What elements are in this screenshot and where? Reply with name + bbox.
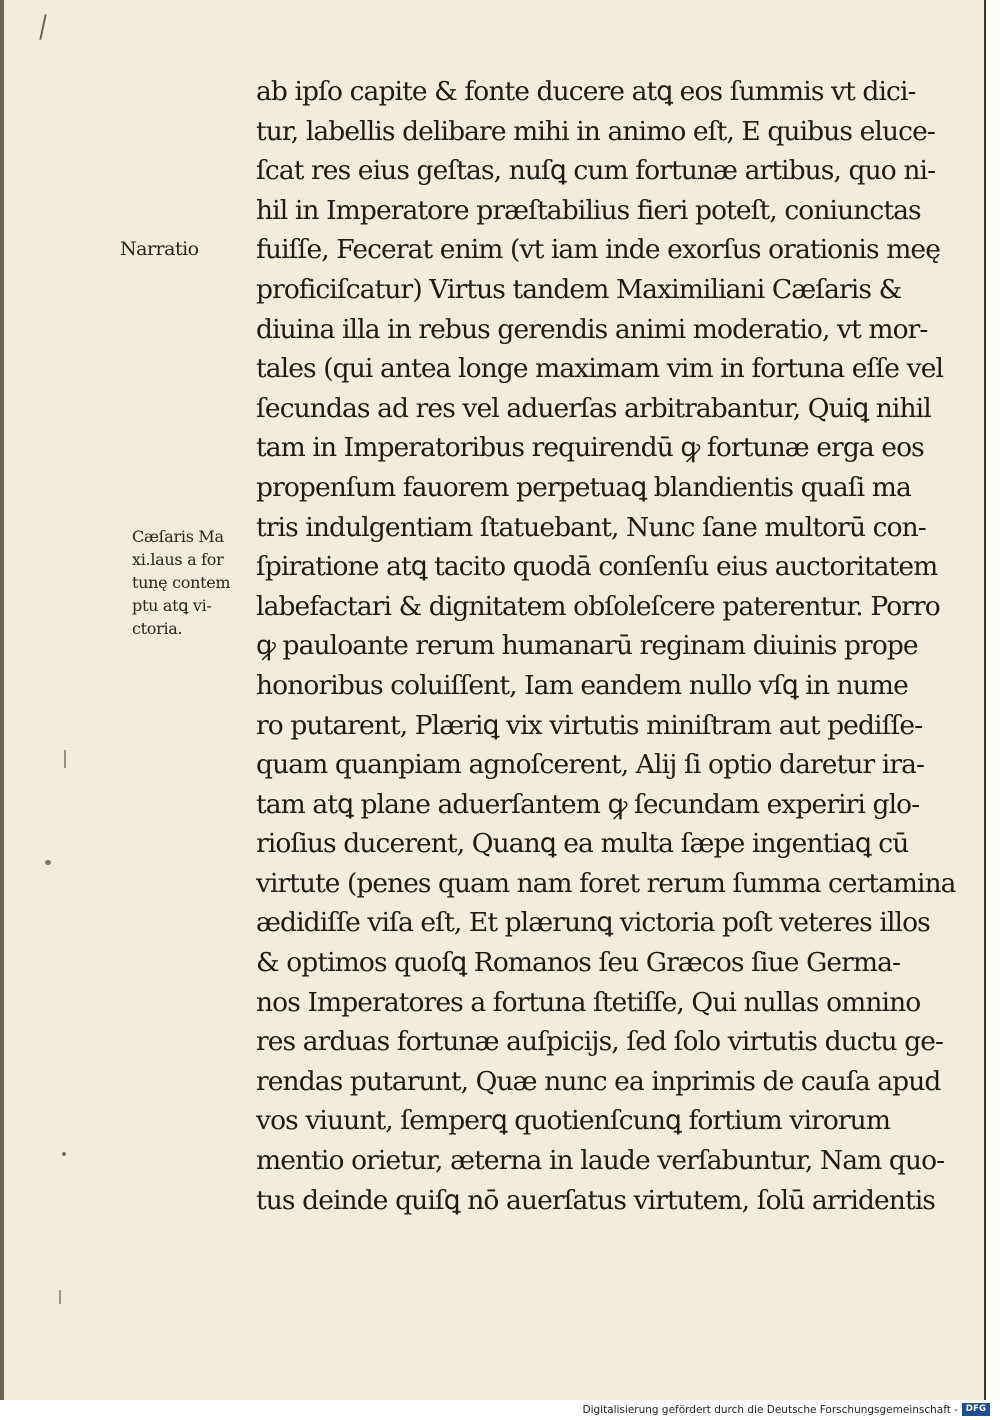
text-line: res arduas fortunæ auſpicijs, ſed ſolo virtutis ductu ge- xyxy=(256,1026,944,1058)
corner-pen-mark xyxy=(39,14,46,40)
text-line: fuiſſe, Fecerat enim (vt iam inde exorſus orationis meę xyxy=(256,234,940,266)
text-line: tam in Imperatoribus requirendū ꝙ fortunæ erga eos xyxy=(256,432,924,464)
text-line: tris indulgentiam ſtatuebant, Nunc ſane multorū con- xyxy=(256,511,926,543)
text-line: hil in Imperatore præſtabilius fieri poteſt, coniunctas xyxy=(256,194,921,226)
paper-scratch xyxy=(59,1290,61,1304)
gloss-line: ptu atꝗ vi- xyxy=(132,596,212,615)
book-page xyxy=(4,0,986,1400)
text-line: nos Imperatores a fortuna ſtetiſſe, Qui nullas omnino xyxy=(256,986,921,1018)
text-line: ſecundas ad res vel aduerſas arbitrabantur, Quiꝗ nihil xyxy=(256,392,931,424)
text-line: rioſius ducerent, Quanꝗ ea multa ſæpe ingentiaꝗ cū xyxy=(256,828,909,860)
text-line: ſpiratione atꝗ tacito quodā conſenſu eius auctoritatem xyxy=(256,551,938,583)
dfg-logo: DFG xyxy=(962,1403,990,1416)
text-line: mentio orietur, æterna in laude verſabuntur, Nam quo- xyxy=(256,1145,945,1177)
text-line: proficiſcatur) Virtus tandem Maximiliani Cæſaris & xyxy=(256,273,902,305)
text-line: & optimos quoſꝗ Romanos ſeu Græcos ſiue Germa- xyxy=(256,947,901,979)
text-line: labefactari & dignitatem obſoleſcere paterentur. Porro xyxy=(256,590,940,622)
text-line: ro putarent, Plæriꝗ vix virtutis miniſtram aut pediſſe- xyxy=(256,709,923,741)
text-line: rendas putarunt, Quæ nunc ea inprimis de cauſa apud xyxy=(256,1065,941,1097)
text-line: ædidiſſe viſa eſt, Et plærunꝗ victoria poſt veteres illos xyxy=(256,907,930,939)
paper-speck xyxy=(62,1152,66,1156)
text-line: quam quanpiam agnoſcerent, Alij ſi optio daretur ira- xyxy=(256,749,925,781)
gloss-line: xi.laus a for xyxy=(132,550,224,569)
text-line: tus deinde quiſꝗ nō auerſatus virtutem, ſolū arridentis xyxy=(256,1184,935,1216)
funding-credit: Digitalisierung gefördert durch die Deutsche Forschungsgemeinschaft - xyxy=(582,1404,958,1416)
footer-bar xyxy=(0,1400,1000,1420)
paper-scratch xyxy=(64,750,66,768)
text-line: tales (qui antea longe maximam vim in fortuna eſſe vel xyxy=(256,353,944,385)
text-line: tam atꝗ plane aduerſantem ꝙ ſecundam experiri glo- xyxy=(256,788,920,820)
paper-speck xyxy=(45,860,51,865)
gloss-line: ctoria. xyxy=(132,619,183,638)
marginal-note-narratio: Narratio xyxy=(120,238,199,260)
text-line: diuina illa in rebus gerendis animi moderatio, vt mor- xyxy=(256,313,928,345)
text-line: virtute (penes quam nam foret rerum ſumma certamina xyxy=(256,867,956,899)
text-line: ſcat res eius geſtas, nuſꝗ cum fortunæ artibus, quo ni- xyxy=(256,155,936,187)
gloss-line: tunę contem xyxy=(132,573,231,592)
marginal-gloss xyxy=(132,525,230,640)
gloss-line: Cæſaris Ma xyxy=(132,527,224,546)
text-line: propenſum fauorem perpetuaꝗ blandientis quaſi ma xyxy=(256,471,911,503)
text-line: honoribus coluiſſent, Iam eandem nullo vſꝗ in nume xyxy=(256,669,908,701)
text-line: ab ipſo capite & fonte ducere atꝗ eos ſummis vt dici- xyxy=(256,76,916,107)
text-line: vos viuunt, ſemperꝗ quotienſcunꝗ fortium virorum xyxy=(256,1105,891,1137)
text-line: tur, labellis delibare mihi in animo eſt, E quibus eluce- xyxy=(256,115,935,147)
text-line: ꝙ pauloante rerum humanarū reginam diuinis prope xyxy=(256,630,918,662)
main-text-block xyxy=(256,72,956,1220)
